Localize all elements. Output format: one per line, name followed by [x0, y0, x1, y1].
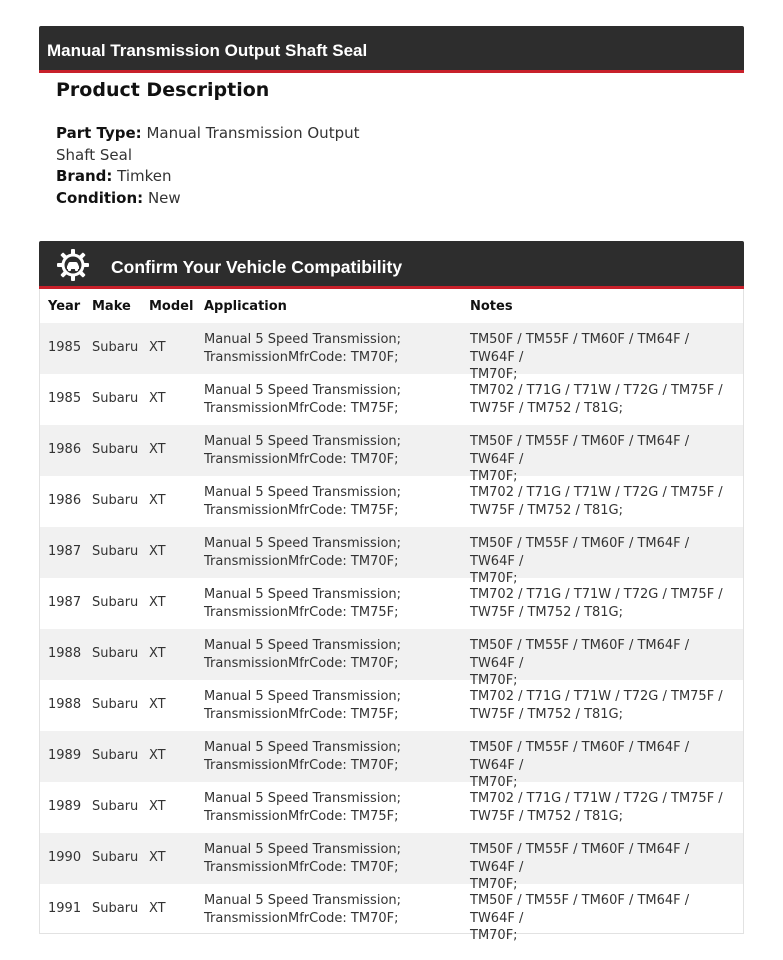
title-bar: [39, 26, 744, 73]
table-row: [40, 833, 743, 892]
notes-line-2: TW75F / TM752 / T81G;: [470, 808, 624, 824]
cell-model: XT: [149, 340, 166, 355]
application-line-1: Manual 5 Speed Transmission;: [204, 332, 402, 347]
notes-line-2: TW75F / TM752 / T81G;: [470, 706, 624, 722]
product-title: Manual Transmission Output Shaft Seal: [47, 41, 368, 60]
cell-application: [204, 382, 454, 417]
application-line-2: TransmissionMfrCode: TM70F;: [204, 757, 399, 773]
notes-line-1: TM50F / TM55F / TM60F / TM64F / TW64F /: [470, 332, 690, 365]
cell-year: 1985: [48, 391, 82, 406]
table-row: [40, 323, 743, 382]
notes-line-1: TM702 / T71G / T71W / T72G / TM75F /: [470, 689, 723, 704]
gear-car-icon: [56, 248, 90, 282]
part-type-value-line2: Shaft Seal: [56, 145, 132, 164]
notes-line-1: TM702 / T71G / T71W / T72G / TM75F /: [470, 587, 723, 602]
application-line-2: TransmissionMfrCode: TM70F;: [204, 553, 399, 569]
application-line-1: Manual 5 Speed Transmission;: [204, 638, 402, 653]
cell-notes: [470, 892, 735, 945]
application-line-1: Manual 5 Speed Transmission;: [204, 893, 402, 908]
cell-model: XT: [149, 850, 166, 865]
application-line-2: TransmissionMfrCode: TM70F;: [204, 655, 399, 671]
col-year: Year: [48, 299, 81, 314]
notes-line-1: TM50F / TM55F / TM60F / TM64F / TW64F /: [470, 536, 690, 569]
cell-application: [204, 484, 454, 519]
notes-line-1: TM50F / TM55F / TM60F / TM64F / TW64F /: [470, 740, 690, 773]
cell-notes: [470, 688, 735, 723]
cell-make: Subaru: [92, 340, 139, 355]
application-line-1: Manual 5 Speed Transmission;: [204, 485, 402, 500]
cell-year: 1988: [48, 646, 82, 661]
table-row: [40, 629, 743, 688]
application-line-2: TransmissionMfrCode: TM75F;: [204, 400, 399, 416]
cell-make: Subaru: [92, 391, 139, 406]
spec-condition: [56, 188, 376, 210]
condition-label: Condition:: [56, 188, 144, 207]
cell-model: XT: [149, 442, 166, 457]
table-row: [40, 578, 743, 629]
description-heading: Product Description: [56, 79, 270, 101]
part-type-value: Manual Transmission Output: [146, 124, 360, 142]
notes-line-1: TM50F / TM55F / TM60F / TM64F / TW64F /: [470, 434, 690, 467]
notes-line-2: TW75F / TM752 / T81G;: [470, 502, 624, 518]
col-make: Make: [92, 299, 131, 314]
cell-model: XT: [149, 391, 166, 406]
col-notes: Notes: [470, 299, 513, 314]
cell-application: [204, 637, 454, 672]
col-model: Model: [149, 299, 194, 314]
notes-line-2: TM70F;: [470, 775, 518, 790]
col-application: Application: [204, 299, 287, 314]
notes-line-1: TM50F / TM55F / TM60F / TM64F / TW64F /: [470, 638, 690, 671]
cell-make: Subaru: [92, 697, 139, 712]
cell-make: Subaru: [92, 544, 139, 559]
application-line-2: TransmissionMfrCode: TM75F;: [204, 808, 399, 824]
application-line-1: Manual 5 Speed Transmission;: [204, 689, 402, 704]
table-row: [40, 680, 743, 731]
compatibility-bar: [39, 241, 744, 289]
notes-line-1: TM702 / T71G / T71W / T72G / TM75F /: [470, 791, 723, 806]
cell-model: XT: [149, 799, 166, 814]
application-line-2: TransmissionMfrCode: TM70F;: [204, 349, 399, 365]
cell-make: Subaru: [92, 646, 139, 661]
cell-year: 1989: [48, 748, 82, 763]
application-line-2: TransmissionMfrCode: TM70F;: [204, 910, 399, 926]
cell-make: Subaru: [92, 901, 139, 916]
cell-application: [204, 331, 454, 366]
part-type-label: Part Type:: [56, 124, 142, 142]
application-line-2: TransmissionMfrCode: TM75F;: [204, 502, 399, 518]
notes-line-2: TW75F / TM752 / T81G;: [470, 604, 624, 620]
cell-notes: [470, 586, 735, 621]
cell-model: XT: [149, 901, 166, 916]
cell-year: 1987: [48, 595, 82, 610]
application-line-1: Manual 5 Speed Transmission;: [204, 587, 402, 602]
cell-year: 1986: [48, 493, 82, 508]
table-row: [40, 884, 743, 943]
cell-year: 1990: [48, 850, 82, 865]
notes-line-2: TM70F;: [470, 877, 518, 892]
cell-application: [204, 892, 454, 927]
cell-notes: [470, 382, 735, 417]
cell-make: Subaru: [92, 442, 139, 457]
product-description: [56, 79, 376, 209]
cell-model: XT: [149, 646, 166, 661]
application-line-1: Manual 5 Speed Transmission;: [204, 842, 402, 857]
table-row: [40, 527, 743, 586]
spec-part-type: [56, 123, 376, 166]
application-line-2: TransmissionMfrCode: TM75F;: [204, 706, 399, 722]
notes-line-1: TM702 / T71G / T71W / T72G / TM75F /: [470, 485, 723, 500]
cell-year: 1991: [48, 901, 82, 916]
application-line-2: TransmissionMfrCode: TM70F;: [204, 451, 399, 467]
cell-make: Subaru: [92, 748, 139, 763]
notes-line-1: TM50F / TM55F / TM60F / TM64F / TW64F /: [470, 893, 690, 926]
notes-line-2: TM70F;: [470, 469, 518, 484]
cell-year: 1989: [48, 799, 82, 814]
spec-list: [56, 123, 376, 209]
spec-brand: [56, 166, 376, 188]
notes-line-2: TW75F / TM752 / T81G;: [470, 400, 624, 416]
cell-model: XT: [149, 493, 166, 508]
notes-line-2: TM70F;: [470, 571, 518, 586]
cell-model: XT: [149, 748, 166, 763]
application-line-1: Manual 5 Speed Transmission;: [204, 740, 402, 755]
table-row: [40, 731, 743, 790]
cell-application: [204, 841, 454, 876]
table-row: [40, 476, 743, 527]
compatibility-title: Confirm Your Vehicle Compatibility: [111, 257, 403, 277]
cell-application: [204, 535, 454, 570]
notes-line-2: TM70F;: [470, 367, 518, 382]
cell-model: XT: [149, 697, 166, 712]
cell-model: XT: [149, 544, 166, 559]
cell-make: Subaru: [92, 493, 139, 508]
notes-line-1: TM702 / T71G / T71W / T72G / TM75F /: [470, 383, 723, 398]
application-line-1: Manual 5 Speed Transmission;: [204, 536, 402, 551]
cell-notes: [470, 790, 735, 825]
application-line-2: TransmissionMfrCode: TM70F;: [204, 859, 399, 875]
cell-make: Subaru: [92, 850, 139, 865]
cell-application: [204, 688, 454, 723]
condition-value: New: [147, 188, 181, 207]
application-line-1: Manual 5 Speed Transmission;: [204, 383, 402, 398]
cell-make: Subaru: [92, 799, 139, 814]
application-line-2: TransmissionMfrCode: TM75F;: [204, 604, 399, 620]
cell-application: [204, 790, 454, 825]
cell-notes: [470, 484, 735, 519]
notes-line-2: TM70F;: [470, 928, 518, 943]
table-row: [40, 374, 743, 425]
cell-year: 1988: [48, 697, 82, 712]
table-header: [40, 289, 743, 323]
brand-label: Brand:: [56, 167, 113, 185]
cell-application: [204, 586, 454, 621]
cell-model: XT: [149, 595, 166, 610]
notes-line-2: TM70F;: [470, 673, 518, 688]
table-row: [40, 425, 743, 484]
application-line-1: Manual 5 Speed Transmission;: [204, 434, 402, 449]
cell-year: 1986: [48, 442, 82, 457]
cell-application: [204, 739, 454, 774]
table-row: [40, 782, 743, 833]
cell-year: 1987: [48, 544, 82, 559]
cell-application: [204, 433, 454, 468]
compatibility-table: [39, 289, 744, 943]
application-line-1: Manual 5 Speed Transmission;: [204, 791, 402, 806]
brand-value: Timken: [117, 167, 172, 185]
cell-make: Subaru: [92, 595, 139, 610]
cell-year: 1985: [48, 340, 82, 355]
notes-line-1: TM50F / TM55F / TM60F / TM64F / TW64F /: [470, 842, 690, 875]
